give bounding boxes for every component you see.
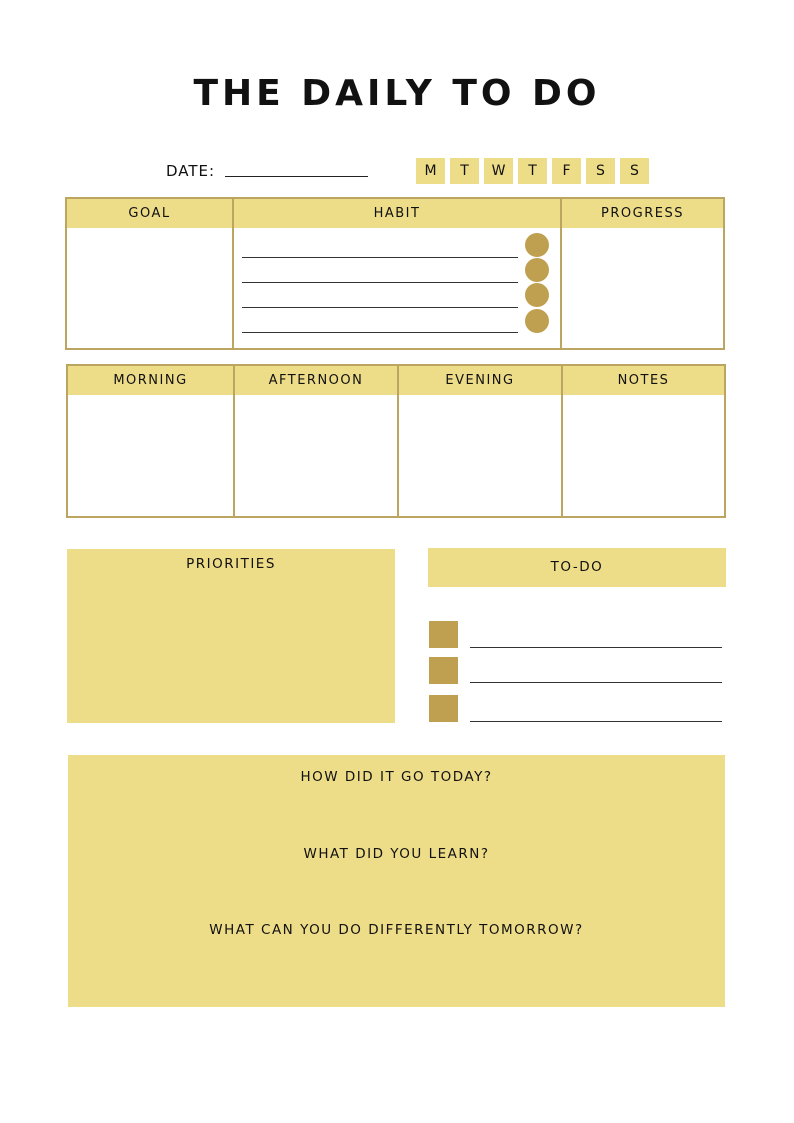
evening-column [397, 366, 561, 516]
progress-header: PROGRESS [562, 199, 723, 228]
page-title: THE DAILY TO DO [193, 73, 601, 114]
todo-header [428, 548, 726, 587]
reflection-question-tomorrow: WHAT CAN YOU DO DIFFERENTLY TOMORROW? [209, 922, 584, 938]
notes-header: NOTES [563, 366, 724, 395]
evening-header: EVENING [399, 366, 561, 395]
priorities-panel[interactable] [67, 549, 395, 723]
todo-label: TO-DO [550, 559, 604, 575]
notes-column [561, 366, 724, 516]
habit-line-3[interactable] [242, 307, 518, 308]
goal-header: GOAL [67, 199, 232, 228]
weekday-saturday[interactable]: S [586, 158, 615, 184]
weekday-monday[interactable]: M [416, 158, 445, 184]
todo-checkbox-2[interactable] [429, 657, 458, 684]
habit-column [232, 199, 560, 348]
weekday-selector [416, 158, 649, 184]
morning-column [68, 366, 233, 516]
progress-field[interactable] [562, 228, 723, 348]
goal-field[interactable] [67, 228, 232, 348]
afternoon-field[interactable] [235, 395, 397, 516]
todo-line-2[interactable] [470, 682, 722, 683]
morning-field[interactable] [68, 395, 233, 516]
weekday-sunday[interactable]: S [620, 158, 649, 184]
notes-field[interactable] [563, 395, 724, 516]
reflection-question-learn: WHAT DID YOU LEARN? [303, 846, 490, 862]
todo-checkbox-1[interactable] [429, 621, 458, 648]
habit-check-circle-1[interactable] [525, 233, 549, 257]
todo-line-3[interactable] [470, 721, 722, 722]
weekday-wednesday[interactable]: W [484, 158, 513, 184]
goal-column [67, 199, 232, 348]
date-field[interactable] [225, 176, 368, 177]
weekday-friday[interactable]: F [552, 158, 581, 184]
habit-header: HABIT [234, 199, 560, 228]
reflection-panel[interactable] [68, 755, 725, 1007]
habit-check-circle-2[interactable] [525, 258, 549, 282]
afternoon-header: AFTERNOON [235, 366, 397, 395]
habit-line-4[interactable] [242, 332, 518, 333]
evening-field[interactable] [399, 395, 561, 516]
morning-header: MORNING [68, 366, 233, 395]
afternoon-column [233, 366, 397, 516]
habit-check-circle-3[interactable] [525, 283, 549, 307]
habit-line-2[interactable] [242, 282, 518, 283]
tracker-table [65, 197, 725, 350]
todo-line-1[interactable] [470, 647, 722, 648]
priorities-label: PRIORITIES [186, 556, 276, 572]
day-parts-table [66, 364, 726, 518]
date-label: DATE: [166, 162, 216, 180]
weekday-thursday[interactable]: T [518, 158, 547, 184]
habit-check-circle-4[interactable] [525, 309, 549, 333]
todo-checkbox-3[interactable] [429, 695, 458, 722]
habit-line-1[interactable] [242, 257, 518, 258]
weekday-tuesday[interactable]: T [450, 158, 479, 184]
reflection-question-today: HOW DID IT GO TODAY? [300, 769, 493, 785]
progress-column [560, 199, 723, 348]
